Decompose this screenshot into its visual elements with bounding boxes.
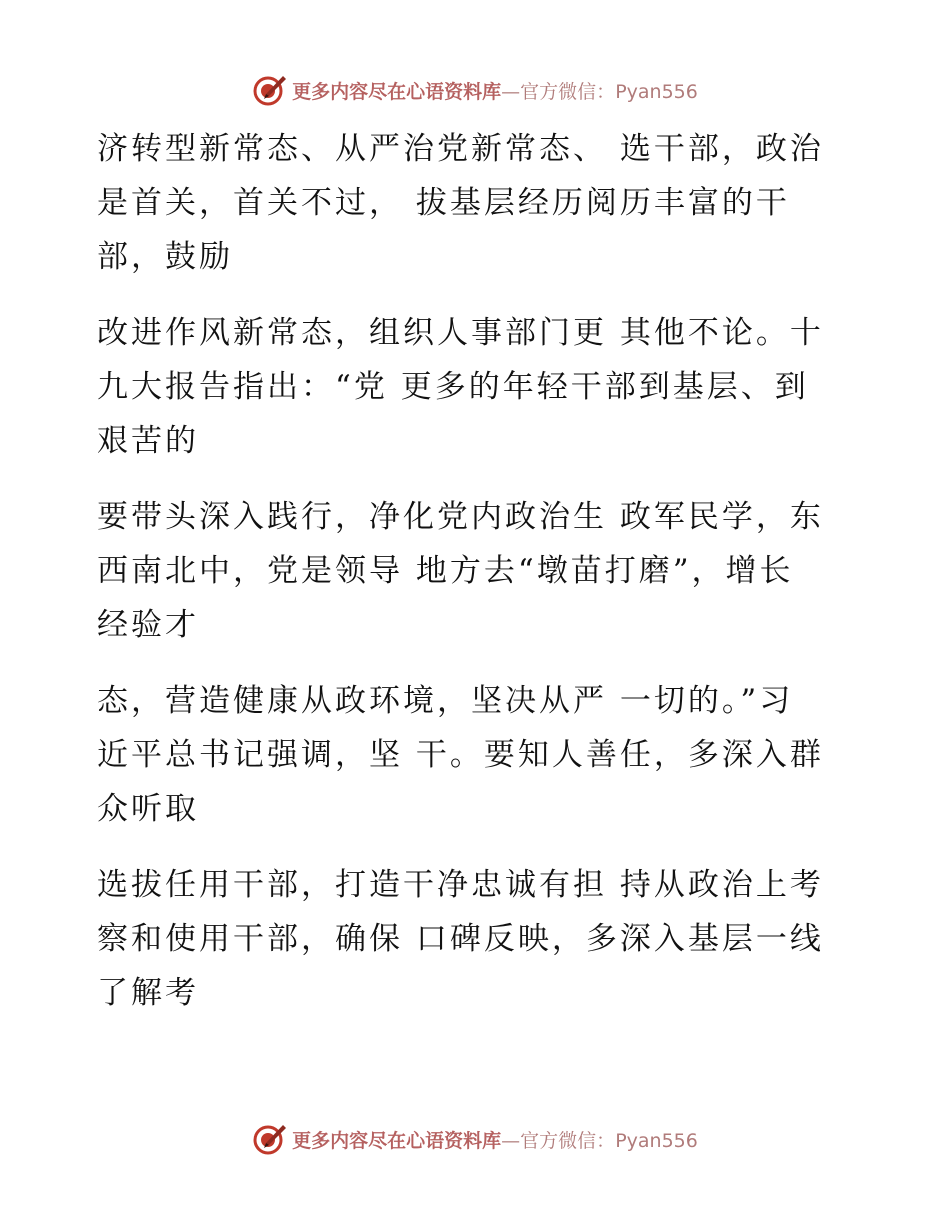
banner-wechat-id: Pyan556 <box>615 1129 698 1152</box>
text-line: 九大报告指出：“党 更多的年轻干部到基层、到 <box>97 369 809 405</box>
text-line: 要带头深入践行，净化党内政治生 政军民学，东 <box>97 499 824 535</box>
banner-text <box>292 1126 698 1153</box>
footer-banner <box>0 1119 950 1159</box>
text-line: 察和使用干部，确保 口碑反映，多深入基层一线 <box>97 921 824 957</box>
text-line: 态，营造健康从政环境，坚决从严 一切的。”习 <box>97 683 794 719</box>
brush-pen-logo-icon <box>252 1121 288 1157</box>
text-line: 众听取 <box>97 791 199 827</box>
text-line: 西南北中，党是领导 地方去“墩苗打磨”，增长 <box>97 553 794 589</box>
document-body <box>97 122 847 1042</box>
text-line: 了解考 <box>97 975 199 1011</box>
paragraph-2 <box>97 306 847 468</box>
banner-slogan: 更多内容尽在心语资料库 <box>292 80 502 103</box>
text-line: 选拔任用干部，打造干净忠诚有担 持从政治上考 <box>97 867 824 903</box>
banner-slogan: 更多内容尽在心语资料库 <box>292 1129 502 1152</box>
paragraph-1 <box>97 122 847 284</box>
brush-pen-logo-icon <box>252 72 288 108</box>
banner-wechat-label: 官方微信： <box>520 80 616 103</box>
text-line: 济转型新常态、从严治党新常态、 选干部，政治 <box>97 131 824 167</box>
text-line: 改进作风新常态，组织人事部门更 其他不论。十 <box>97 315 824 351</box>
text-line: 部，鼓励 <box>97 239 233 275</box>
text-line: 近平总书记强调，坚 干。要知人善任，多深入群 <box>97 737 824 773</box>
banner-wechat-id: Pyan556 <box>615 80 698 103</box>
banner-text <box>292 77 698 104</box>
paragraph-4 <box>97 674 847 836</box>
text-line: 经验才 <box>97 607 199 643</box>
text-line: 是首关，首关不过， 拔基层经历阅历丰富的干 <box>97 185 790 221</box>
paragraph-5 <box>97 858 847 1020</box>
banner-wechat-label: 官方微信： <box>520 1129 616 1152</box>
banner-dash: — <box>501 1129 521 1152</box>
paragraph-3 <box>97 490 847 652</box>
header-banner <box>0 70 950 110</box>
text-line: 艰苦的 <box>97 423 199 459</box>
banner-dash: — <box>501 80 521 103</box>
